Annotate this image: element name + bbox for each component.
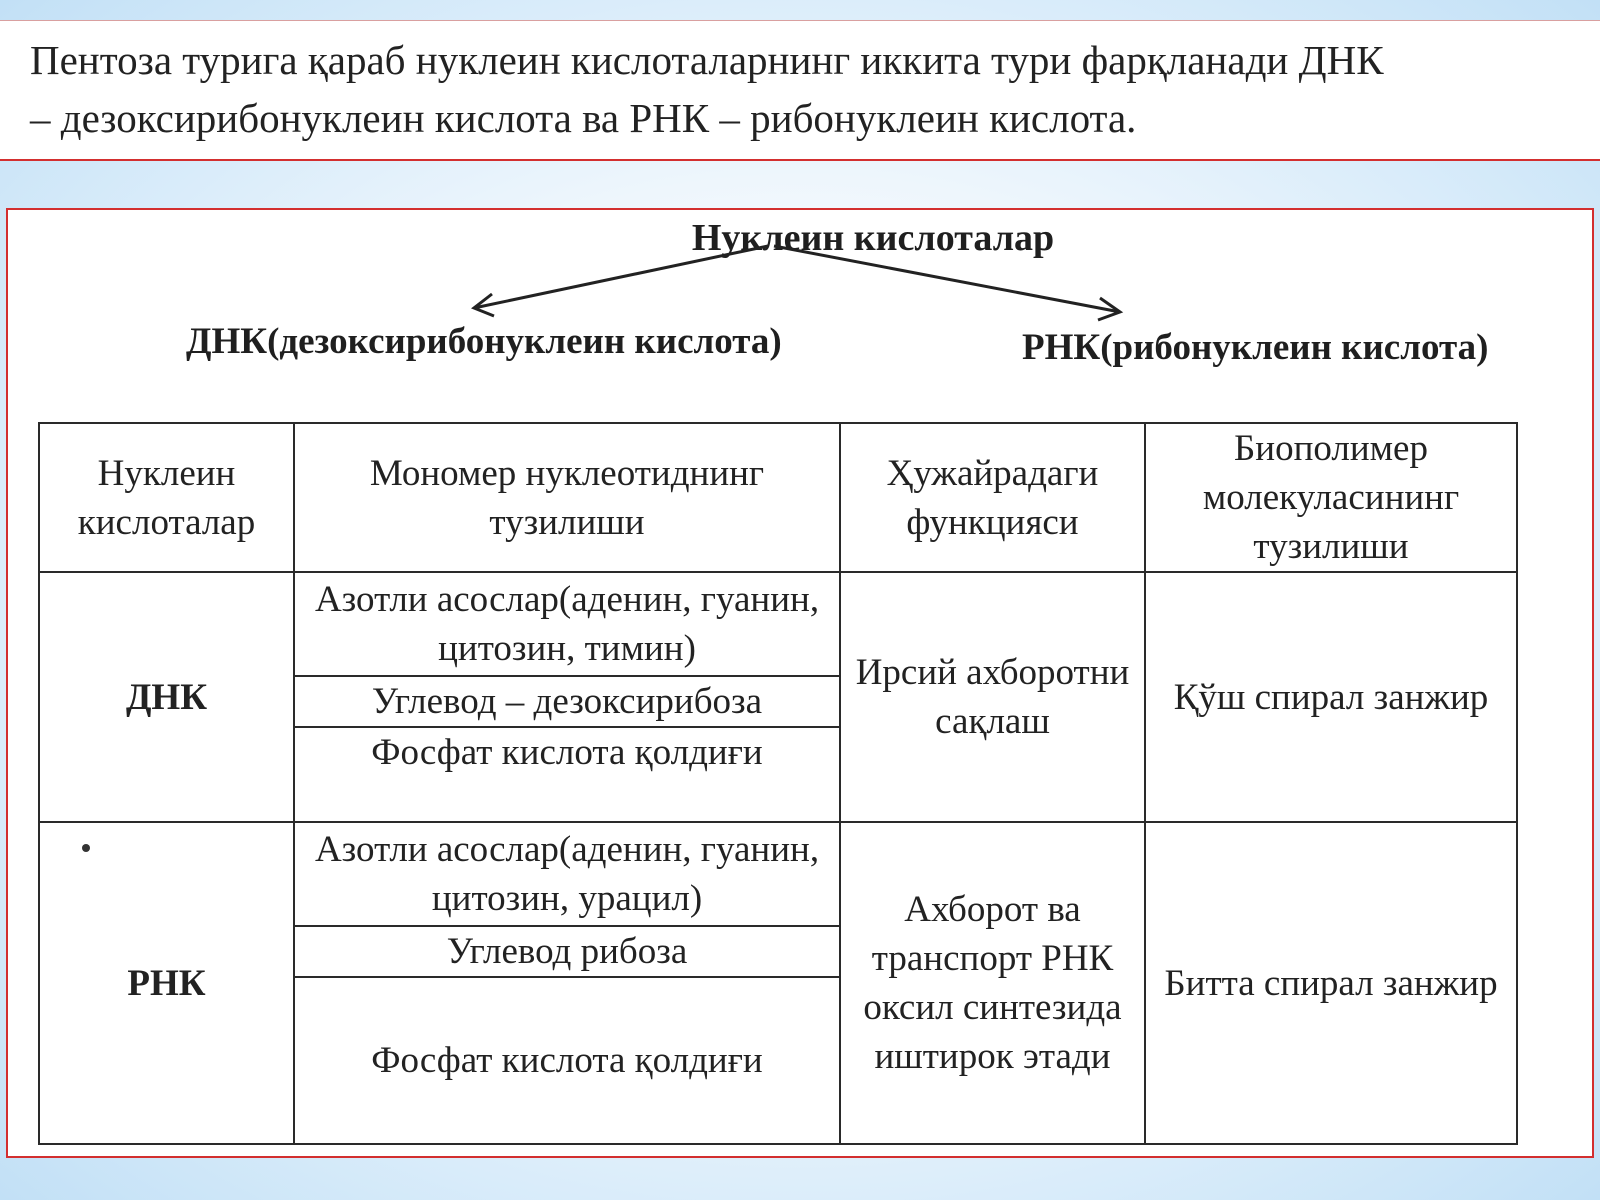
- arrow-to-rnk: [774, 246, 1120, 320]
- rnk-name-cell: РНК: [39, 822, 294, 1144]
- header-monomer-structure: Мономер нуклеотиднинг тузилиши: [294, 423, 840, 572]
- stray-dot: [82, 844, 90, 852]
- intro-text-box: [0, 20, 1600, 161]
- rnk-function-cell: Ахборот ва транспорт РНК оксил синтезида иштирок этади: [840, 822, 1145, 1144]
- header-biopolymer-structure: Биополимер молекуласининг тузилиши: [1145, 423, 1517, 572]
- dnk-name-cell: ДНК: [39, 572, 294, 822]
- nucleic-acids-panel: [6, 208, 1594, 1158]
- rnk-phosphate-cell: Фосфат кислота қолдиғи: [294, 977, 840, 1144]
- dnk-sugar-cell: Углевод – дезоксирибоза: [294, 676, 840, 727]
- dnk-row: [39, 572, 1517, 676]
- arrow-to-dnk: [474, 246, 768, 316]
- header-row: [39, 423, 1517, 572]
- dnk-label: ДНК(дезоксирибонуклеин кислота): [186, 321, 782, 362]
- diagram-title: Нуклеин кислоталар: [691, 217, 1055, 259]
- rnk-structure-cell: Битта спирал занжир: [1145, 822, 1517, 1144]
- header-nucleic-acids: Нуклеин кислоталар: [39, 423, 294, 572]
- dnk-structure-cell: Қўш спирал занжир: [1145, 572, 1517, 822]
- dnk-phosphate-cell: Фосфат кислота қолдиғи: [294, 727, 840, 822]
- dnk-function-cell: Ирсий ахборотни сақлаш: [840, 572, 1145, 822]
- rnk-row: [39, 822, 1517, 926]
- intro-line-2: – дезоксирибонуклеин кислота ва РНК – рибонуклеин кислота.: [30, 95, 1137, 141]
- header-cell-function: Ҳужайрадаги функцияси: [840, 423, 1145, 572]
- dnk-bases-cell: Азотли асослар(аденин, гуанин, цитозин, тимин): [294, 572, 840, 676]
- rnk-sugar-cell: Углевод рибоза: [294, 926, 840, 977]
- rnk-label: РНК(рибонуклеин кислота): [1022, 327, 1489, 368]
- intro-line-1: Пентоза турига қараб нуклеин кислоталарнинг иккита тури фарқланади ДНК: [30, 37, 1384, 83]
- rnk-bases-cell: Азотли асослар(аденин, гуанин, цитозин, урацил): [294, 822, 840, 926]
- comparison-table: [38, 422, 1518, 1145]
